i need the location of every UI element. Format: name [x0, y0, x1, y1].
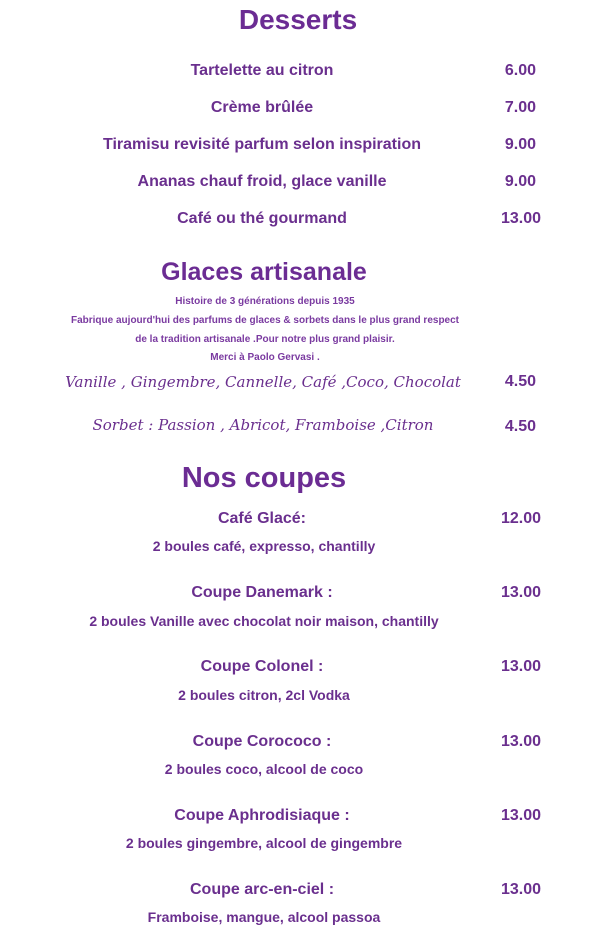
dessert-item-price: 9.00: [504, 173, 536, 190]
coupe-price: 13.00: [500, 807, 541, 824]
coupe-name: Coupe arc-en-ciel :: [189, 881, 335, 898]
coupe-desc: 2 boules Vanille avec chocolat noir maison, chantilly: [89, 613, 439, 629]
glaces-note: Fabrique aujourd'hui des parfums de glaces & sorbets dans le plus grand respect: [70, 315, 460, 326]
coupe-desc: Framboise, mangue, alcool passoa: [147, 909, 381, 925]
glaces-note: Histoire de 3 générations depuis 1935: [175, 296, 355, 307]
glaces-item-name: Vanille , Gingembre, Cannelle, Café ,Coco, Chocolat: [65, 373, 461, 391]
dessert-item-price: 13.00: [500, 210, 541, 227]
coupe-price: 13.00: [500, 658, 541, 675]
dessert-item-name: Tartelette au citron: [190, 62, 334, 79]
dessert-item-name: Crème brûlée: [210, 99, 314, 116]
dessert-item-price: 6.00: [504, 62, 536, 79]
coupe-name: Coupe Colonel :: [200, 658, 324, 675]
glaces-item-price: 4.50: [504, 373, 536, 390]
glaces-note: de la tradition artisanale .Pour notre plus grand plaisir.: [135, 334, 395, 345]
coupe-desc: 2 boules citron, 2cl Vodka: [178, 687, 350, 703]
dessert-item-price: 7.00: [504, 99, 536, 116]
coupe-desc: 2 boules coco, alcool de coco: [164, 761, 364, 777]
coupe-name: Coupe Corococo :: [192, 733, 332, 750]
coupe-price: 12.00: [500, 510, 541, 527]
coupe-desc: 2 boules gingembre, alcool de gingembre: [125, 835, 403, 851]
dessert-item-name: Ananas chauf froid, glace vanille: [137, 173, 387, 190]
dessert-item-price: 9.00: [504, 136, 536, 153]
coupe-name: Café Glacé:: [217, 510, 307, 527]
coupe-price: 13.00: [500, 733, 541, 750]
coupe-desc: 2 boules café, expresso, chantilly: [152, 538, 376, 554]
coupe-name: Coupe Danemark :: [191, 584, 333, 601]
glaces-title: Glaces artisanale: [161, 258, 367, 286]
dessert-item-name: Café ou thé gourmand: [177, 210, 347, 227]
coupe-name: Coupe Aphrodisiaque :: [174, 807, 350, 824]
coupes-title: Nos coupes: [181, 462, 347, 494]
dessert-item-name: Tiramisu revisité parfum selon inspiration: [102, 136, 421, 153]
desserts-title: Desserts: [238, 4, 358, 35]
glaces-item-price: 4.50: [504, 418, 536, 435]
coupe-price: 13.00: [500, 584, 541, 601]
coupe-price: 13.00: [500, 881, 541, 898]
glaces-item-name: Sorbet : Passion , Abricot, Framboise ,Citron: [92, 416, 434, 434]
glaces-note: Merci à Paolo Gervasi .: [210, 352, 320, 363]
